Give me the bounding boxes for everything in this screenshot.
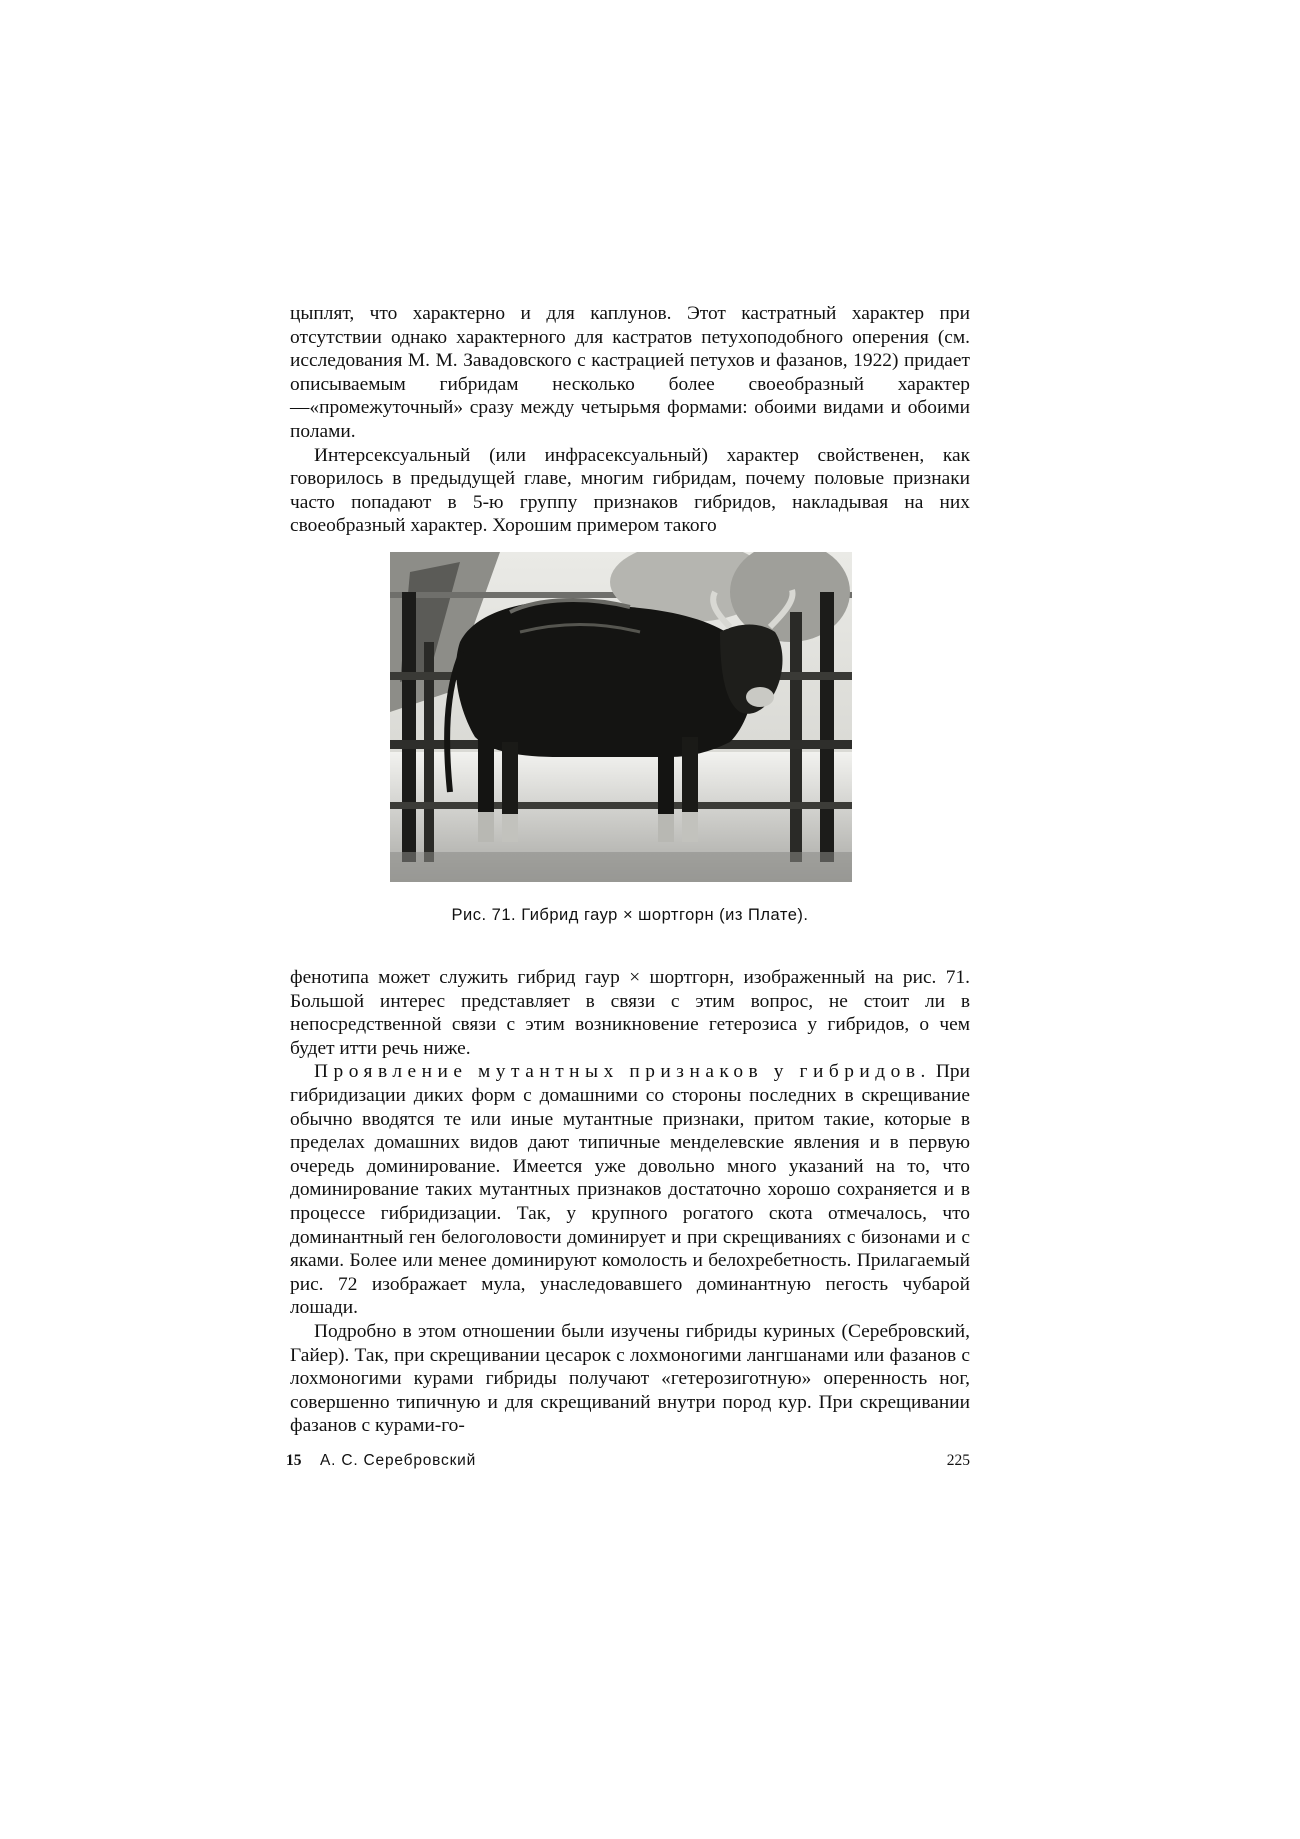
paragraph: цыплят, что характерно и для каплунов. Этот кастратный характер при отсутствии однако характерного для кастратов петухоподобного оперения (см. исследования М. М. Завадовского с кастрацией петухов и фазанов, 1922) придает описываемым гибридам несколько более своеобразный характер—«промежуточный» сразу между четырьмя формами: обоими видами и обоими полами. (290, 303, 970, 442)
paragraph: Подробно в этом отношении были изучены гибриды куриных (Серебровский, Гайер). Так, при скрещивании цесарок с лохмоногими лангшанами или фазанов с лохмоногими курами гибриды получают «гетерозиготную» оперенность ног, совершенно типичную и для скрещиваний внутри пород кур. При скрещивании фазанов с курами-го- (290, 1320, 970, 1437)
paragraph: фенотипа может служить гибрид гаур × шортгорн, изображенный на рис. 71. Большой интерес представляет в связи с этим вопрос, не стоит ли в непосредственной связи с этим возникновение гетерозиса у гибридов, о чем будет итти речь ниже. (290, 967, 970, 1059)
body-text-top (290, 302, 970, 538)
running-author: А. С. Серебровский (320, 1452, 477, 1469)
paragraph: Интерсексуальный (или инфрасексуальный) характер свойственен, как говорилось в предыдущей главе, многим гибридам, почему половые признаки часто попадают в 5-ю группу признаков гибридов, накладывая на них своеобразный характер. Хорошим примером такого (290, 444, 970, 537)
page-footer (286, 1452, 970, 1476)
gaur-shorthorn-hybrid-photo-icon (390, 552, 852, 882)
page-number: 225 (946, 1452, 970, 1469)
paragraph-text: При гибридизации диких форм с домашними со стороны последних в скрещивание обычно вводятся те или иные мутантные признаки, притом такие, которые в пределах домашних видов дают типичные менделевские явления и в первую очередь доминирование. Имеется уже довольно много указаний на то, что доминирование таких мутантных признаков достаточно хорошо сохраняется и в процессе гибридизации. Так, у крупного рогатого скота отмечалось, что доминантный ген белоголовости доминирует и при скрещиваниях с бизонами и с яками. Более или менее доминируют комолость и белохребетность. Прилагаемый рис. 72 изображает мула, унаследовавшего доминантную пегость чубарой лошади. (290, 1061, 970, 1319)
signature-mark: 15 (286, 1452, 302, 1469)
figure-caption: Рис. 71. Гибрид гаур × шортгорн (из Плате). (451, 906, 809, 924)
section-heading: Проявление мутантных признаков у гибридов. (314, 1061, 931, 1083)
paragraph (290, 1060, 970, 1320)
figure-photo (390, 552, 852, 882)
body-text-bottom (290, 966, 970, 1438)
